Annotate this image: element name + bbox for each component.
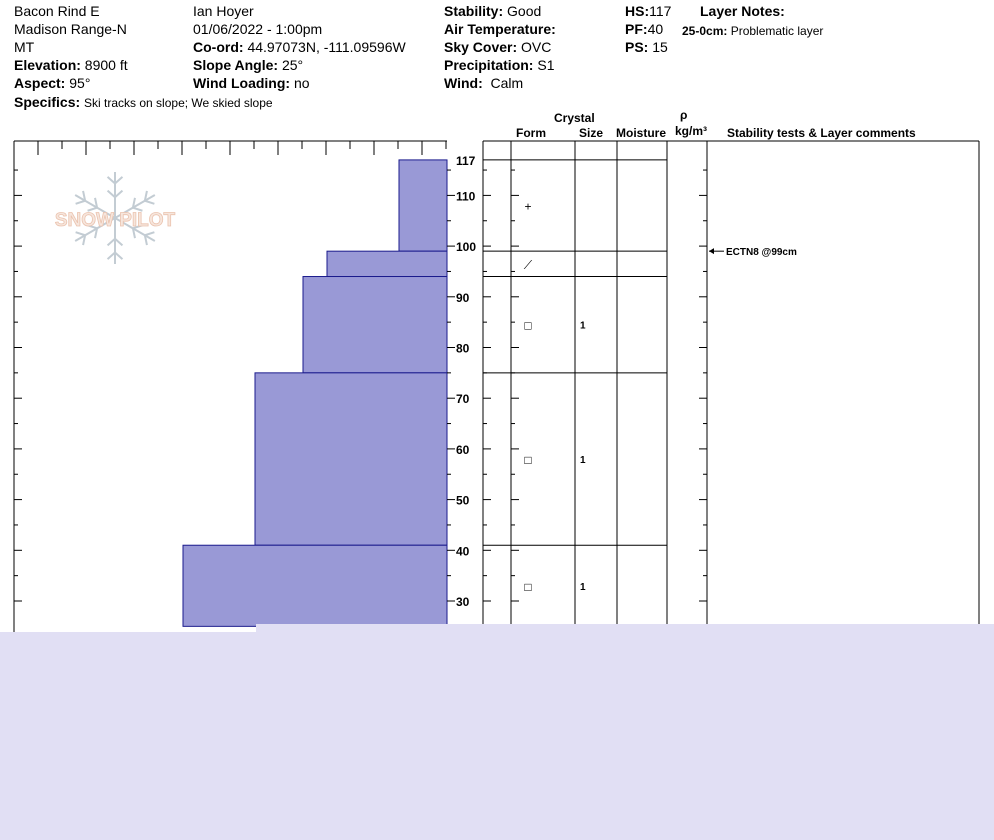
flake-branch	[108, 191, 115, 198]
depth-label: 30	[456, 595, 470, 609]
stability: Stability: Good	[444, 3, 542, 19]
flake-branch	[108, 177, 115, 184]
flake-branch	[145, 201, 155, 204]
hardness-layers	[183, 160, 447, 626]
observer-name: Ian Hoyer	[193, 3, 254, 19]
density-symbol: ρ	[680, 108, 688, 122]
flake-branch	[108, 253, 115, 260]
crystal-size: 1	[580, 320, 586, 332]
state-name: MT	[14, 39, 35, 55]
screen-overlay	[0, 632, 994, 840]
air-temperature: Air Temperature:	[444, 21, 556, 37]
test-arrow-icon	[709, 248, 714, 254]
flake-branch	[115, 239, 122, 246]
hardness-bar	[399, 160, 447, 251]
crystal-size: 1	[580, 455, 586, 467]
crystal-form: □	[524, 318, 532, 333]
hardness-bar	[327, 251, 447, 276]
stability-test-text: ECTN8 @99cm	[726, 247, 797, 259]
crystal-form: □	[524, 579, 532, 594]
range-name: Madison Range-N	[14, 21, 127, 37]
coordinates: Co-ord: 44.97073N, -111.09596W	[193, 39, 406, 55]
slope-angle: Slope Angle: 25°	[193, 57, 304, 73]
form-header: Form	[516, 126, 546, 140]
crystal-size: 1	[580, 581, 586, 593]
observation-datetime: 01/06/2022 - 1:00pm	[193, 21, 323, 37]
pf: PF:40	[625, 21, 664, 37]
size-header: Size	[579, 126, 604, 140]
crystal-form: □	[524, 453, 532, 468]
comments-header: Stability tests & Layer comments	[727, 126, 916, 140]
flake-branch	[115, 191, 122, 198]
hs: HS:117	[625, 3, 672, 19]
depth-label: 90	[456, 290, 470, 305]
crystal-header: Crystal	[554, 111, 595, 125]
hs-top-label: 117	[456, 153, 476, 168]
moisture-header: Moisture	[616, 126, 667, 140]
depth-label: 100	[456, 240, 477, 255]
layer-notes-label: Layer Notes:	[700, 3, 785, 19]
layer-note: 25-0cm: Problematic layer	[682, 24, 824, 38]
depth-label: 40	[456, 544, 470, 559]
hardness-bar	[255, 373, 447, 545]
crystal-form: +	[524, 199, 532, 214]
aspect: Aspect: 95°	[14, 75, 91, 91]
flake-branch	[108, 239, 115, 246]
specifics: Specifics: Ski tracks on slope; We skied slope	[14, 94, 273, 110]
density-unit: kg/m³	[675, 124, 708, 138]
hardness-bar	[303, 277, 447, 373]
wind-loading: Wind Loading: no	[193, 75, 310, 91]
depth-label: 50	[456, 493, 470, 508]
flake-branch	[145, 232, 155, 235]
hardness-bar	[183, 545, 447, 626]
flake-branch	[76, 232, 86, 235]
ps: PS: 15	[625, 39, 668, 55]
elevation: Elevation: 8900 ft	[14, 57, 128, 73]
wind: Wind: Calm	[444, 75, 524, 91]
snowpilot-logo	[55, 172, 176, 264]
layer-grid	[483, 160, 797, 594]
axis-labels	[456, 154, 476, 609]
depth-label: 70	[456, 392, 470, 407]
sky-cover: Sky Cover: OVC	[444, 39, 552, 55]
flake-branch	[76, 201, 86, 204]
crystal-form: ⟋	[523, 257, 533, 272]
precipitation: Precipitation: S1	[444, 57, 555, 73]
logo-text: SNOW PILOT	[54, 210, 176, 231]
flake-branch	[115, 177, 122, 184]
flake-branch	[115, 253, 122, 260]
depth-label: 60	[456, 442, 470, 457]
depth-label: 110	[456, 189, 476, 204]
depth-label: 80	[456, 341, 470, 356]
location-name: Bacon Rind E	[14, 3, 100, 19]
screen-overlay-top	[256, 624, 994, 632]
